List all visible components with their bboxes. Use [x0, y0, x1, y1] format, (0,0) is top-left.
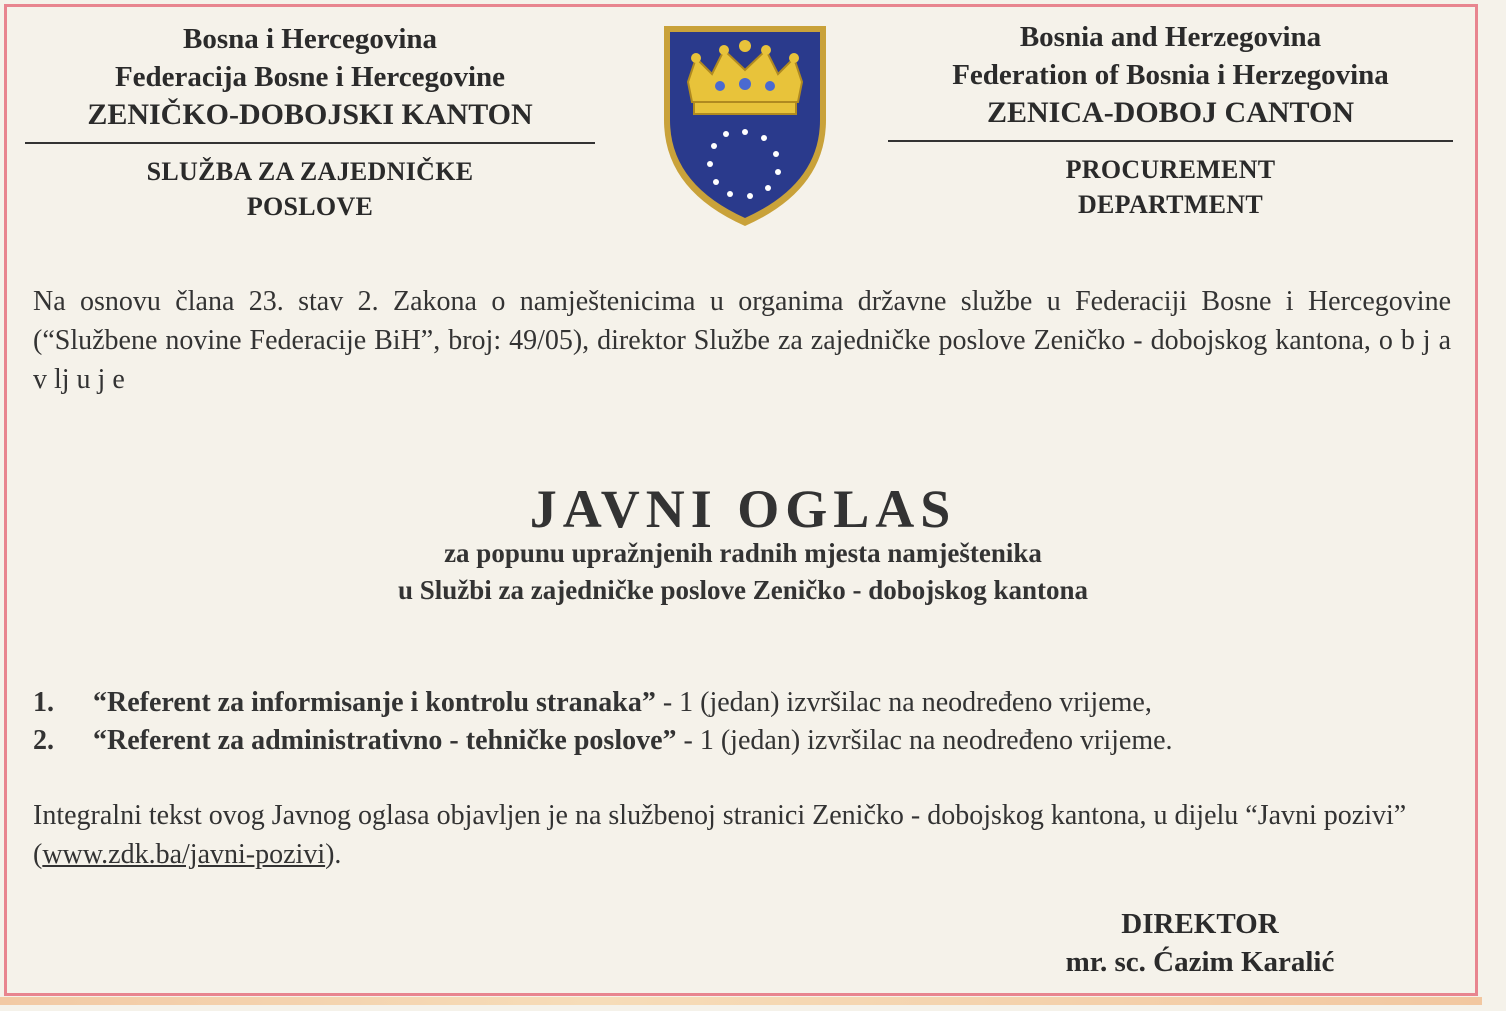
item-number: 1. — [33, 687, 54, 718]
subtitle-line2: u Službi za zajedničke poslove Zeničko - dobojskog kantona — [397, 575, 1089, 605]
signature-block — [1030, 905, 1370, 981]
signature-name: mr. sc. Ćazim Karalić — [1065, 946, 1335, 978]
coat-of-arms-icon — [660, 20, 830, 230]
header-right — [888, 18, 1453, 222]
list-item — [33, 722, 1453, 760]
list-item — [33, 684, 1453, 722]
position-detail: - 1 (jedan) izvršilac na neodređeno vrijeme. — [676, 725, 1173, 756]
country-name-en: Bosnia and Herzegovina — [1019, 21, 1322, 53]
subtitle-line1: za popunu upražnjenih radnih mjesta namještenika — [444, 538, 1042, 568]
department-line2-bs: POSLOVE — [246, 192, 374, 221]
department-line2-en: DEPARTMENT — [1077, 190, 1264, 219]
closing-end: ). — [325, 839, 342, 870]
canton-name-bs: ZENIČKO-DOBOJSKI KANTON — [87, 98, 533, 131]
header-divider-right — [888, 140, 1453, 142]
page-edge — [0, 997, 1482, 1005]
position-title: “Referent za administrativno - tehničke poslove” — [93, 725, 677, 756]
intro-paragraph: Na osnovu člana 23. stav 2. Zakona o namještenicima u organima državne službe u Federaciji Bosne i Hercegovine (“Službene novine Federacije BiH”, broj: 49/05), direktor Službe za zajedničke poslove Zeničko - dobojskog kantona, o b j a v lj u j e — [33, 286, 1451, 395]
header-left — [25, 20, 595, 224]
website-link[interactable]: www.zdk.ba/javni-pozivi — [42, 839, 326, 870]
country-name-bs: Bosna i Hercegovina — [182, 23, 438, 55]
closing-text: Integralni tekst ovog Javnog oglasa objavljen je na službenoj stranici Zeničko - dobojskog kantona, u dijelu “Javni pozivi” ( — [33, 800, 1407, 870]
closing-paragraph — [33, 796, 1453, 874]
federation-name-bs: Federacija Bosne i Hercegovine — [114, 61, 506, 93]
positions-list — [33, 684, 1453, 760]
header-divider-left — [25, 142, 595, 144]
announcement-subtitle — [0, 535, 1486, 609]
department-line1-en: PROCUREMENT — [1065, 155, 1276, 184]
department-line1-bs: SLUŽBA ZA ZAJEDNIČKE — [146, 157, 474, 186]
canton-name-en: ZENICA-DOBOJ CANTON — [987, 96, 1354, 129]
federation-name-en: Federation of Bosnia i Herzegovina — [952, 59, 1389, 91]
item-number: 2. — [33, 725, 54, 756]
position-detail: - 1 (jedan) izvršilac na neodređeno vrijeme, — [655, 687, 1152, 718]
announcement-title: JAVNI OGLAS — [529, 479, 957, 539]
signature-title: DIREKTOR — [1121, 908, 1279, 940]
position-title: “Referent za informisanje i kontrolu stranaka” — [93, 687, 656, 718]
